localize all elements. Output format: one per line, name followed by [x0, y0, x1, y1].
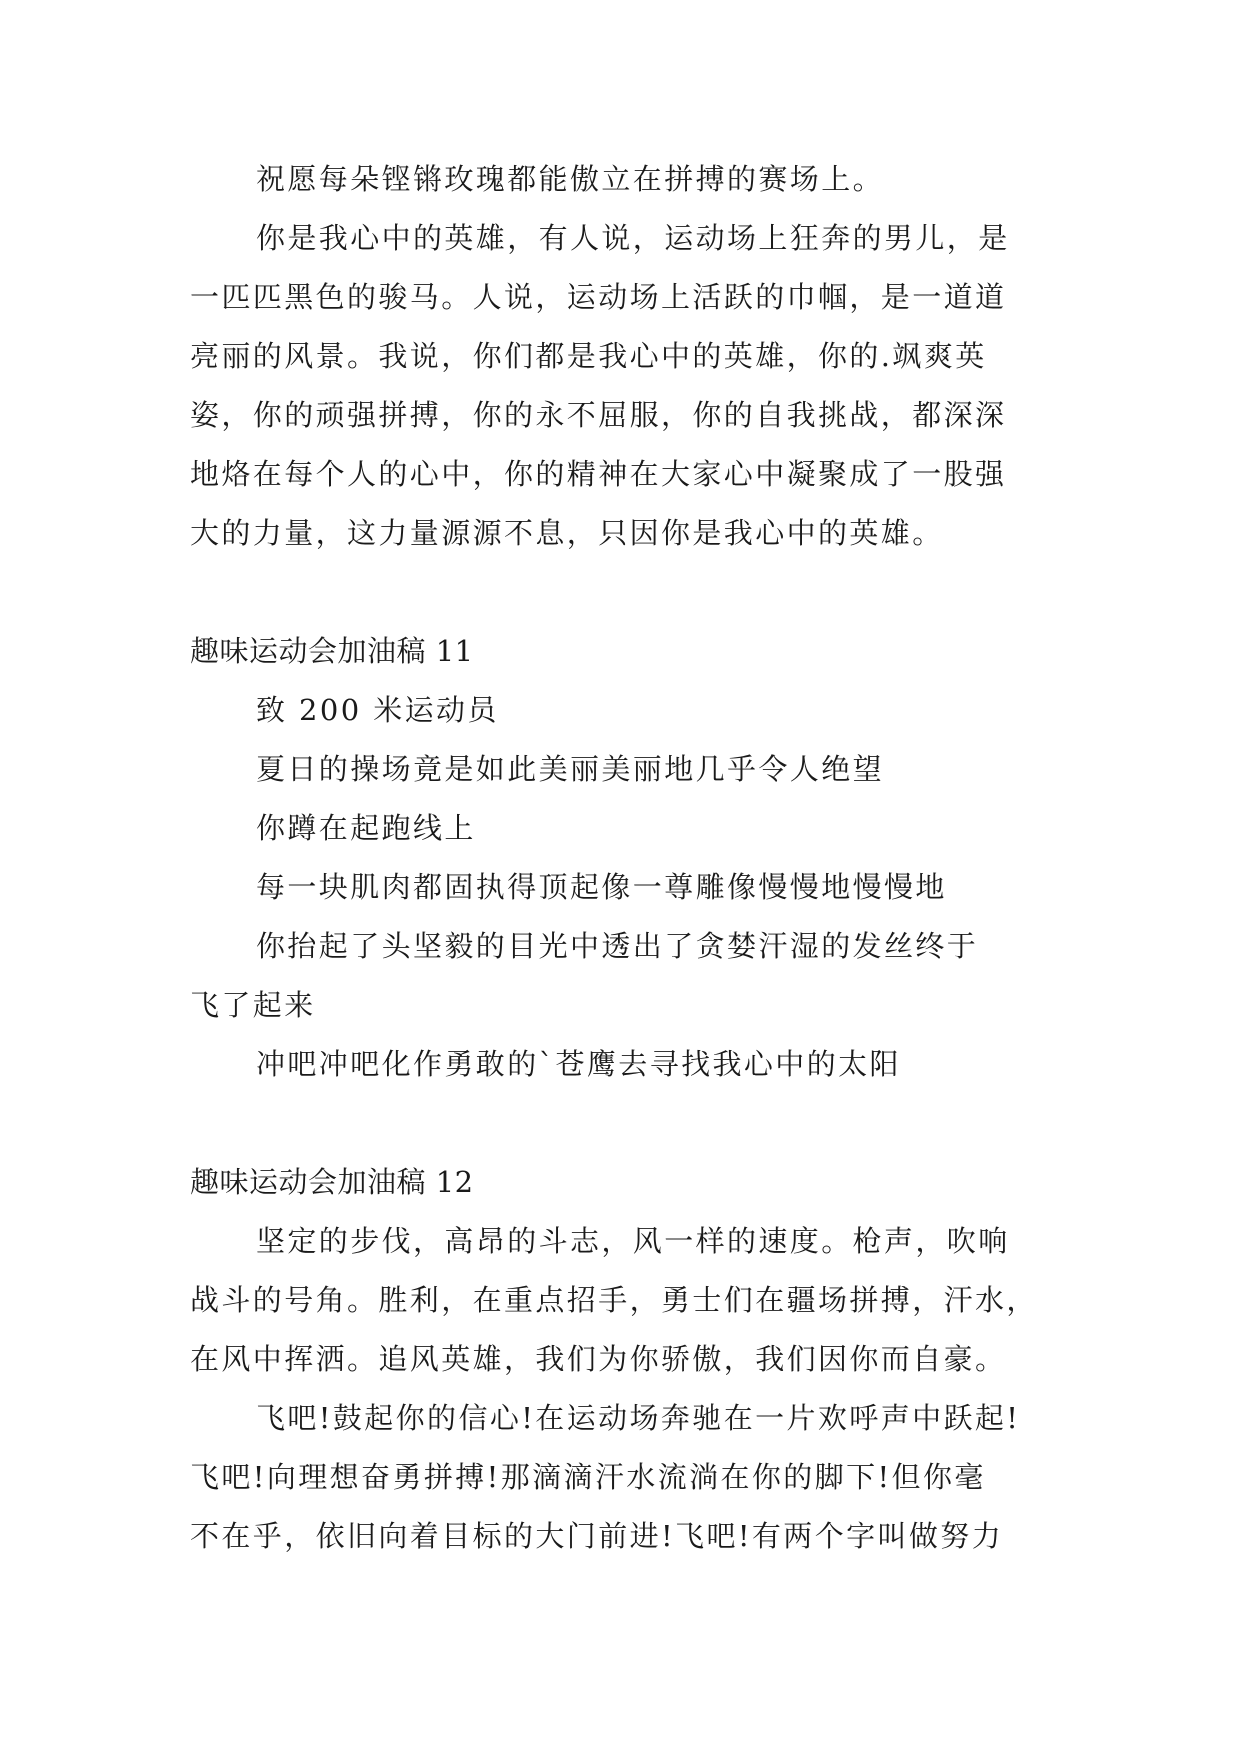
section-title: 趣味运动会加油稿 12 — [190, 1165, 474, 1199]
paragraph-line: 战斗的号角。胜利，在重点招手，勇士们在疆场拼搏，汗水， — [190, 1283, 1038, 1317]
paragraph-line: 在风中挥洒。追风英雄，我们为你骄傲，我们因你而自豪。 — [190, 1342, 1007, 1376]
paragraph-line: 一匹匹黑色的骏马。人说，运动场上活跃的巾帼，是一道道 — [190, 280, 1007, 314]
paragraph-line: 祝愿每朵铿锵玫瑰都能傲立在拼搏的赛场上。 — [256, 162, 885, 196]
poem-line: 冲吧冲吧化作勇敢的`苍鹰去寻找我心中的太阳 — [256, 1047, 901, 1081]
poem-line: 夏日的操场竟是如此美丽美丽地几乎令人绝望 — [256, 752, 885, 786]
paragraph-line: 飞吧!鼓起你的信心!在运动场奔驰在一片欢呼声中跃起! — [256, 1401, 1021, 1435]
paragraph-line: 姿，你的顽强拼搏，你的永不屈服，你的自我挑战，都深深 — [190, 398, 1007, 432]
paragraph-line: 你是我心中的英雄，有人说，运动场上狂奔的男儿，是 — [256, 221, 1010, 255]
document-body — [190, 150, 1050, 1566]
poem-line: 飞了起来 — [190, 988, 316, 1022]
poem-line: 你蹲在起跑线上 — [256, 811, 476, 845]
paragraph-line: 地烙在每个人的心中，你的精神在大家心中凝聚成了一股强 — [190, 457, 1007, 491]
poem-line: 致 200 米运动员 — [256, 693, 499, 727]
section-gap — [190, 1094, 1050, 1153]
paragraph-line: 坚定的步伐，高昂的斗志，风一样的速度。枪声，吹响 — [256, 1224, 1010, 1258]
paragraph-line: 大的力量，这力量源源不息，只因你是我心中的英雄。 — [190, 516, 944, 550]
paragraph-line: 飞吧!向理想奋勇拼搏!那滴滴汗水流淌在你的脚下!但你毫 — [190, 1460, 986, 1494]
paragraph-line: 不在乎，依旧向着目标的大门前进!飞吧!有两个字叫做努力 — [190, 1519, 1004, 1553]
poem-line: 每一块肌肉都固执得顶起像一尊雕像慢慢地慢慢地 — [256, 870, 947, 904]
poem-line: 你抬起了头坚毅的目光中透出了贪婪汗湿的发丝终于 — [256, 929, 979, 963]
section-title: 趣味运动会加油稿 11 — [190, 634, 474, 668]
section-gap — [190, 563, 1050, 622]
paragraph-line: 亮丽的风景。我说，你们都是我心中的英雄，你的.飒爽英 — [190, 339, 987, 373]
